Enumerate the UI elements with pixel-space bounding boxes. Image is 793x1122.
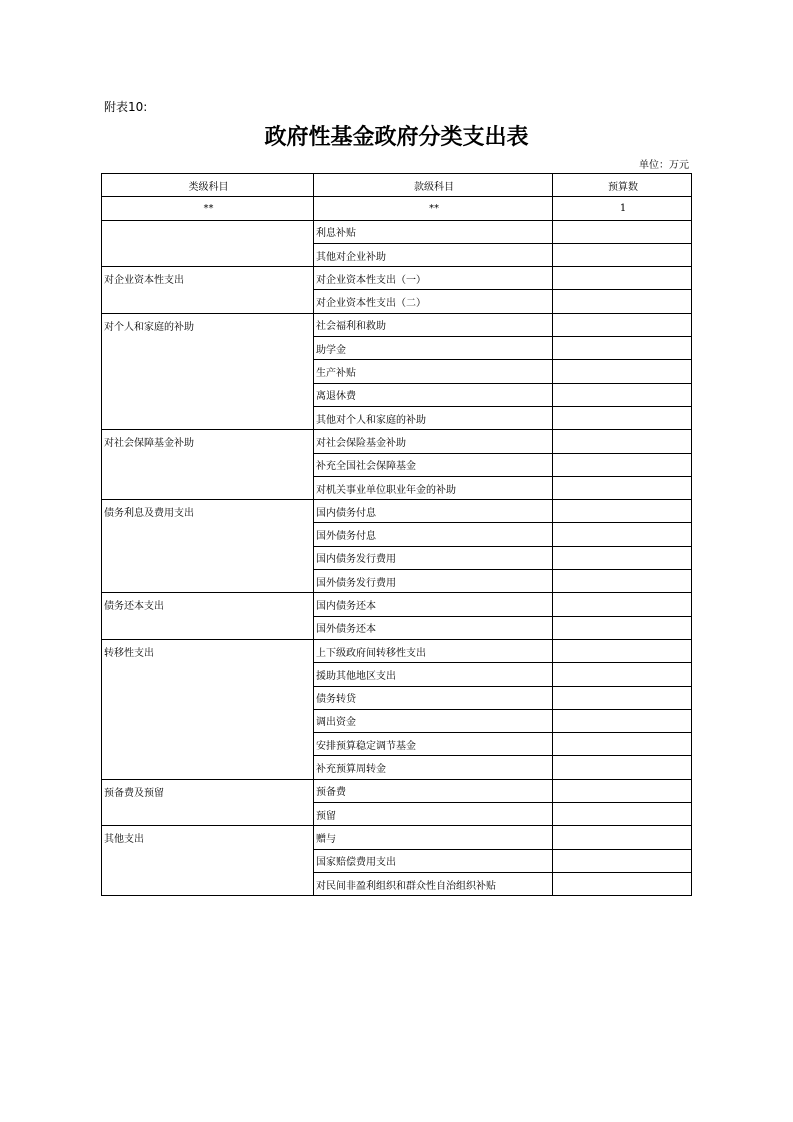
budget-cell [553, 313, 692, 336]
header-category: 类级科目 [102, 174, 314, 197]
item-cell: 助学金 [314, 337, 553, 360]
item-cell: 国内债务付息 [314, 500, 553, 523]
category-cell: 债务利息及费用支出 [102, 500, 314, 593]
item-cell: 对机关事业单位职业年金的补助 [314, 476, 553, 499]
table-row [102, 593, 692, 616]
table-row [102, 313, 692, 336]
index-item: ** [314, 197, 553, 220]
budget-cell [553, 803, 692, 826]
item-cell: 安排预算稳定调节基金 [314, 733, 553, 756]
table-body [102, 174, 692, 896]
budget-cell [553, 430, 692, 453]
item-cell: 国家赔偿费用支出 [314, 849, 553, 872]
item-cell: 补充全国社会保障基金 [314, 453, 553, 476]
item-cell: 利息补贴 [314, 220, 553, 243]
budget-cell [553, 639, 692, 662]
item-cell: 国内债务还本 [314, 593, 553, 616]
budget-cell [553, 779, 692, 802]
category-cell [102, 220, 314, 267]
item-cell: 对企业资本性支出（二） [314, 290, 553, 313]
index-category: ** [102, 197, 314, 220]
budget-cell [553, 337, 692, 360]
budget-cell [553, 523, 692, 546]
budget-cell [553, 756, 692, 779]
item-cell: 国内债务发行费用 [314, 546, 553, 569]
budget-cell [553, 872, 692, 895]
item-cell: 债务转贷 [314, 686, 553, 709]
table-index-row [102, 197, 692, 220]
budget-cell [553, 616, 692, 639]
budget-cell [553, 243, 692, 266]
budget-cell [553, 453, 692, 476]
budget-cell [553, 570, 692, 593]
table-row [102, 220, 692, 243]
table-row [102, 430, 692, 453]
item-cell: 其他对个人和家庭的补助 [314, 406, 553, 429]
budget-cell [553, 500, 692, 523]
budget-cell [553, 733, 692, 756]
item-cell: 调出资金 [314, 709, 553, 732]
budget-cell [553, 663, 692, 686]
item-cell: 社会福利和救助 [314, 313, 553, 336]
item-cell: 预留 [314, 803, 553, 826]
budget-cell [553, 593, 692, 616]
budget-cell [553, 686, 692, 709]
item-cell: 援助其他地区支出 [314, 663, 553, 686]
item-cell: 国外债务还本 [314, 616, 553, 639]
table-row [102, 779, 692, 802]
item-cell: 赠与 [314, 826, 553, 849]
item-cell: 国外债务发行费用 [314, 570, 553, 593]
category-cell: 转移性支出 [102, 639, 314, 779]
category-cell: 对个人和家庭的补助 [102, 313, 314, 429]
item-cell: 生产补贴 [314, 360, 553, 383]
category-cell: 债务还本支出 [102, 593, 314, 640]
budget-cell [553, 220, 692, 243]
table-header-row [102, 174, 692, 197]
category-cell: 其他支出 [102, 826, 314, 896]
budget-cell [553, 383, 692, 406]
table-row [102, 500, 692, 523]
budget-cell [553, 360, 692, 383]
category-cell: 对社会保障基金补助 [102, 430, 314, 500]
budget-cell [553, 476, 692, 499]
item-cell: 上下级政府间转移性支出 [314, 639, 553, 662]
budget-cell [553, 849, 692, 872]
budget-cell [553, 406, 692, 429]
item-cell: 离退休费 [314, 383, 553, 406]
table-row [102, 639, 692, 662]
page-title: 政府性基金政府分类支出表 [264, 124, 529, 150]
item-cell: 对社会保险基金补助 [314, 430, 553, 453]
table-row [102, 267, 692, 290]
header-item: 款级科目 [314, 174, 553, 197]
index-budget: 1 [553, 197, 692, 220]
budget-cell [553, 709, 692, 732]
budget-cell [553, 546, 692, 569]
item-cell: 对民间非盈利组织和群众性自治组织补贴 [314, 872, 553, 895]
category-cell: 预备费及预留 [102, 779, 314, 826]
unit-label: 单位：万元 [639, 160, 689, 171]
budget-cell [553, 826, 692, 849]
category-cell: 对企业资本性支出 [102, 267, 314, 314]
table-row [102, 826, 692, 849]
item-cell: 其他对企业补助 [314, 243, 553, 266]
item-cell: 对企业资本性支出（一） [314, 267, 553, 290]
expenditure-table [101, 173, 692, 896]
item-cell: 国外债务付息 [314, 523, 553, 546]
item-cell: 补充预算周转金 [314, 756, 553, 779]
appendix-label: 附表10: [104, 100, 148, 114]
budget-cell [553, 267, 692, 290]
budget-cell [553, 290, 692, 313]
header-budget: 预算数 [553, 174, 692, 197]
item-cell: 预备费 [314, 779, 553, 802]
